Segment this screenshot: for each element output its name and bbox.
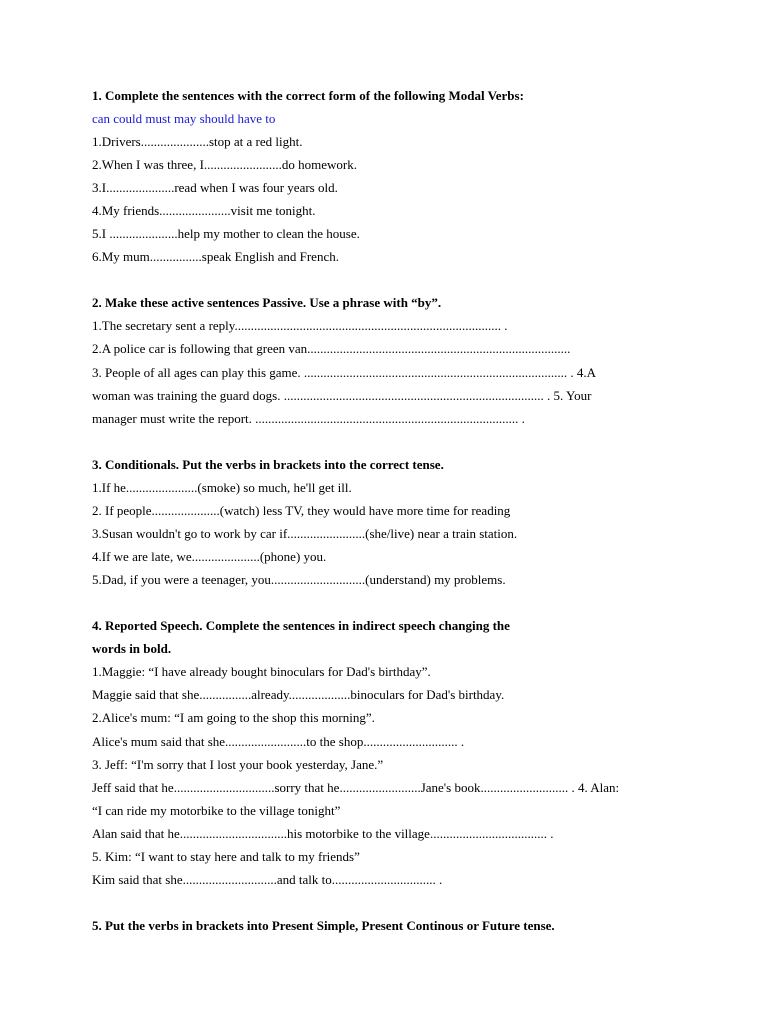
section-4-line-5: 3. Jeff: “I'm sorry that I lost your book yesterday, Jane.”	[92, 757, 384, 772]
section-3-line-2: 2. If people.....................(watch) less TV, they would have more time for reading	[92, 503, 511, 518]
section-3-heading: 3. Conditionals. Put the verbs in brackets into the correct tense.	[92, 457, 444, 472]
section-4-line-4: Alice's mum said that she.........................to the shop............................. .	[92, 734, 465, 749]
section-1-line-3: 3.I.....................read when I was four years old.	[92, 180, 338, 195]
section-3-line-1: 1.If he......................(smoke) so much, he'll get ill.	[92, 480, 352, 495]
section-3-line-3: 3.Susan wouldn't go to work by car if........................(she/live) near a train station.	[92, 526, 518, 541]
section-4-line-1: 1.Maggie: “I have already bought binoculars for Dad's birthday”.	[92, 664, 431, 679]
section-1-line-2: 2.When I was three, I........................do homework.	[92, 157, 357, 172]
section-1-line-4: 4.My friends......................visit me tonight.	[92, 203, 316, 218]
section-1-line-5: 5.I .....................help my mother to clean the house.	[92, 226, 360, 241]
section-3-line-4: 4.If we are late, we.....................(phone) you.	[92, 549, 327, 564]
modal-verbs-word-bank: can could must may should have to	[92, 111, 276, 126]
section-4-line-8: Alan said that he.................................his motorbike to the village.................................... .	[92, 826, 554, 841]
section-3-line-5: 5.Dad, if you were a teenager, you.............................(understand) my problems.	[92, 572, 506, 587]
section-2-line-5: manager must write the report. ................................................................................. .	[92, 411, 525, 426]
section-4-line-6: Jeff said that he...............................sorry that he.........................Jane's book........................... . 4. Alan:	[92, 780, 620, 795]
section-2-line-4: woman was training the guard dogs. ................................................................................ . 5. Your	[92, 388, 592, 403]
section-4-line-7: “I can ride my motorbike to the village tonight”	[92, 803, 341, 818]
section-4-heading-line-2: words in bold.	[92, 641, 172, 656]
section-2-line-1: 1.The secretary sent a reply.................................................................................. .	[92, 318, 508, 333]
section-1-line-1: 1.Drivers.....................stop at a red light.	[92, 134, 303, 149]
section-4-line-3: 2.Alice's mum: “I am going to the shop this morning”.	[92, 710, 375, 725]
section-2-line-3: 3. People of all ages can play this game. ................................................................................. . 4.A	[92, 365, 597, 380]
section-1-heading: 1. Complete the sentences with the correct form of the following Modal Verbs:	[92, 88, 524, 103]
section-4-heading-line-1: 4. Reported Speech. Complete the sentences in indirect speech changing the	[92, 618, 510, 633]
section-2-heading: 2. Make these active sentences Passive. Use a phrase with “by”.	[92, 295, 442, 310]
section-4-line-10: Kim said that she.............................and talk to................................ .	[92, 872, 443, 887]
section-5-heading: 5. Put the verbs in brackets into Present Simple, Present Continous or Future tense.	[92, 918, 555, 933]
section-4-line-2: Maggie said that she................already...................binoculars for Dad's birthday.	[92, 687, 505, 702]
section-4-line-9: 5. Kim: “I want to stay here and talk to my friends”	[92, 849, 360, 864]
section-1-line-6: 6.My mum................speak English and French.	[92, 249, 339, 264]
section-2-line-2: 2.A police car is following that green van.................................................................................	[92, 341, 571, 356]
